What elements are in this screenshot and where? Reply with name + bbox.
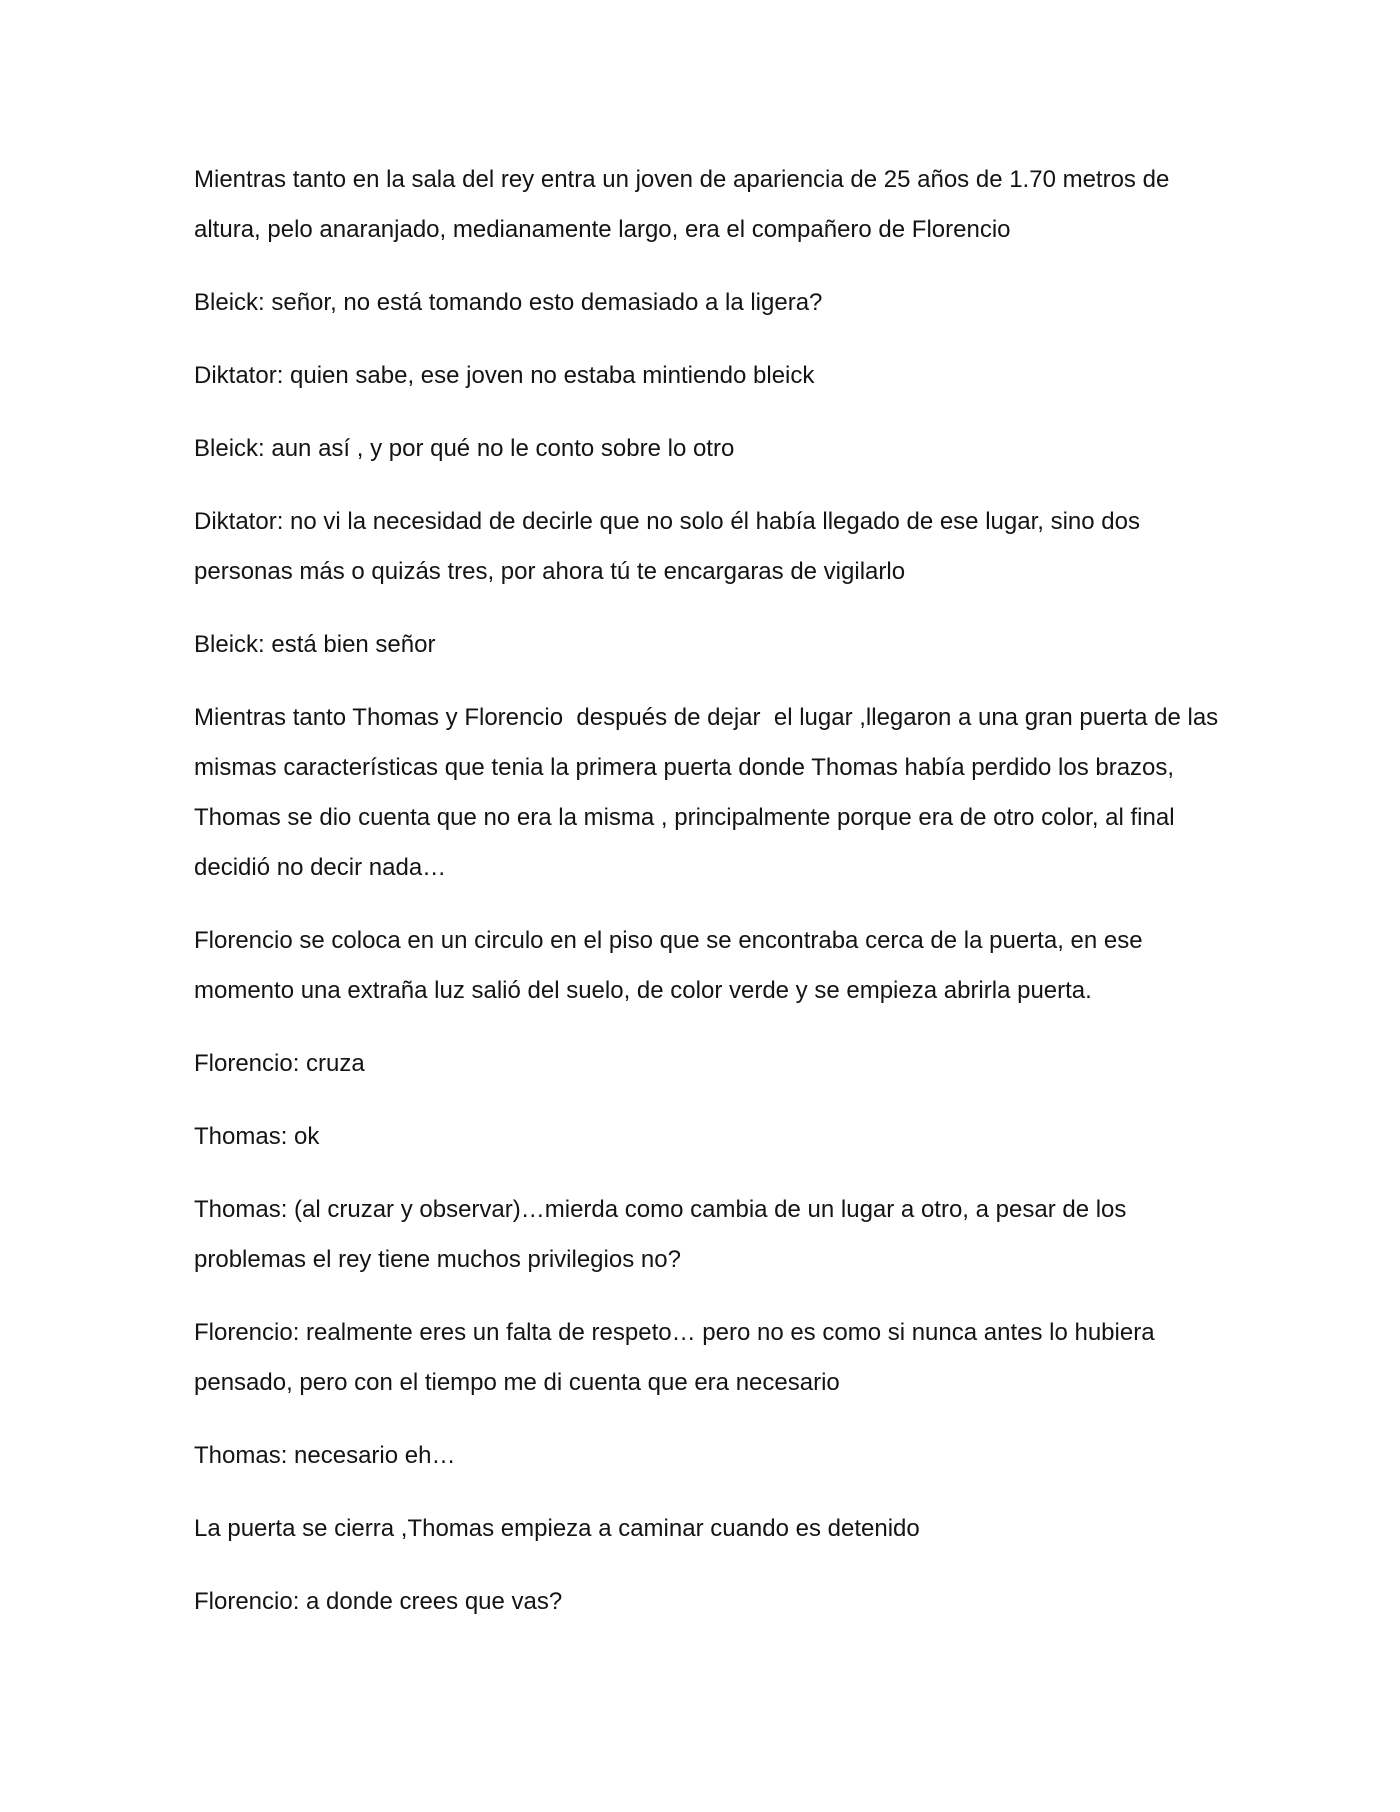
paragraph-dialogue-thomas: Thomas: ok <box>194 1123 320 1150</box>
paragraph-narration-green-light: Florencio se coloca en un circulo en el piso que se encontraba cerca de la puerta, en ese momento una extraña luz salió del suelo, de color verde y se empieza abrirla puerta. <box>194 927 1150 1004</box>
paragraph-dialogue-bleick: Bleick: está bien señor <box>194 631 436 658</box>
paragraph-dialogue-bleick: Bleick: aun así , y por qué no le conto sobre lo otro <box>194 435 735 462</box>
paragraph-dialogue-florencio: Florencio: realmente eres un falta de respeto… pero no es como si nunca antes lo hubiera pensado, pero con el tiempo me di cuenta que era necesario <box>194 1319 1162 1396</box>
paragraph-dialogue-florencio: Florencio: a donde crees que vas? <box>194 1588 563 1615</box>
paragraph-dialogue-diktator: Diktator: no vi la necesidad de decirle que no solo él había llegado de ese lugar, sino dos personas más o quizás tres, por ahora tú te encargaras de vigilarlo <box>194 508 1147 585</box>
paragraph-dialogue-thomas: Thomas: (al cruzar y observar)…mierda como cambia de un lugar a otro, a pesar de los problemas el rey tiene muchos privilegios no? <box>194 1196 1134 1273</box>
paragraph-dialogue-thomas: Thomas: necesario eh… <box>194 1442 456 1469</box>
paragraph-narration-great-door: Mientras tanto Thomas y Florencio después de dejar el lugar ,llegaron a una gran puerta de las mismas características que tenia la primera puerta donde Thomas había perdido los brazos, Thomas se dio cuenta que no era la misma , principalmente porque era de otro color, al final decidió no decir nada… <box>194 704 1225 881</box>
paragraph-dialogue-diktator: Diktator: quien sabe, ese joven no estaba mintiendo bleick <box>194 362 815 389</box>
paragraph-dialogue-bleick: Bleick: señor, no está tomando esto demasiado a la ligera? <box>194 289 823 316</box>
paragraph-narration-door-closes: La puerta se cierra ,Thomas empieza a caminar cuando es detenido <box>194 1515 920 1542</box>
paragraph-narration-king-room: Mientras tanto en la sala del rey entra un joven de apariencia de 25 años de 1.70 metros de altura, pelo anaranjado, medianamente largo, era el compañero de Florencio <box>194 166 1176 243</box>
paragraph-dialogue-florencio: Florencio: cruza <box>194 1050 365 1077</box>
document-body <box>194 155 1234 1650</box>
